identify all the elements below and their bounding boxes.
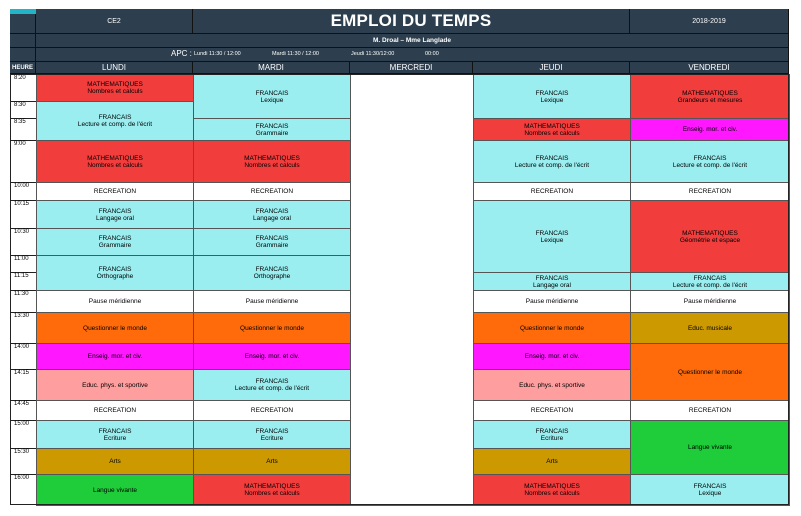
cell-text: Questionner le monde [678,368,742,376]
timetable-cell-vendredi [630,420,790,475]
timetable-cell-jeudi [473,290,631,313]
page-title: EMPLOI DU TEMPS [330,11,492,30]
timetable-cell-lundi [36,448,194,475]
cell-text: FRANCAIS [255,89,289,97]
cell-text: RECREATION [688,407,732,414]
cell-text: Lecture et comp. de l'écrit [234,385,310,392]
cell-text: FRANCAIS [535,229,569,237]
day-header-mercredi [350,62,473,74]
timetable-cell-lundi [36,101,194,141]
cell-text: FRANCAIS [255,207,289,215]
cell-text: RECREATION [93,407,137,414]
cell-text: Ecriture [260,434,284,442]
timetable-cell-vendredi [630,290,790,313]
timetable-cell-jeudi [473,369,631,401]
cell-text: FRANCAIS [98,235,132,242]
timetable-cell-mardi [193,182,351,201]
cell-text: Orthographe [253,273,291,280]
cell-text: FRANCAIS [98,207,132,215]
timetable-cell-mercredi [350,74,474,506]
timetable-cell-lundi [36,474,194,506]
cell-text: Nombres et calculs [244,161,300,169]
class-label: CE2 [107,17,121,25]
time-label: 8:35 [14,119,26,125]
timetable-cell-vendredi [630,118,790,141]
cell-text: MATHEMATIQUES [682,89,738,97]
cell-text: Lecture et comp. de l'écrit [77,121,153,128]
timetable-cell-mardi [193,200,351,229]
cell-text: Nombres et calculs [87,161,143,169]
apc-label: APC : [171,49,192,58]
timetable-cell-mardi [193,343,351,370]
cell-text: Lexique [540,96,564,104]
time-label: 8:30 [14,102,26,108]
apc-row [36,48,789,62]
timetable-cell-jeudi [473,420,631,449]
timetable-cell-lundi [36,140,194,183]
cell-text: Grammaire [255,242,289,249]
day-header-mardi [193,62,350,74]
timetable-cell-vendredi [630,140,790,183]
timetable-cell-vendredi [630,182,790,201]
cell-text: Lecture et comp. de l'écrit [514,161,590,169]
timetable-cell-vendredi [630,474,790,506]
timetable-cell-lundi [36,343,194,370]
timetable-cell-jeudi [473,140,631,183]
timetable-cell-lundi [36,74,194,102]
timetable-cell-vendredi [630,400,790,421]
time-label: 13:30 [14,313,30,319]
cell-text: MATHEMATIQUES [87,81,143,88]
cell-text: FRANCAIS [535,154,569,162]
cell-text: Langage oral [253,214,291,222]
timetable-cell-mardi [193,118,351,141]
heure-label: HEURE [11,64,33,71]
cell-text: Nombres et calculs [244,490,300,497]
apc-mardi: Mardi 11:30 / 12:00 [272,51,319,57]
timetable-cell-vendredi [630,272,790,291]
timetable-cell-mardi [193,140,351,183]
day-label: MARDI [258,63,284,72]
blank-header-cell [10,34,36,48]
teachers-cell [36,34,789,48]
cell-text: Ecriture [103,434,127,442]
cell-text: Lecture et comp. de l'écrit [672,281,748,289]
timetable-cell-mardi [193,228,351,256]
timetable-cell-lundi [36,400,194,421]
cell-text: MATHEMATIQUES [87,154,143,162]
time-label: 15:30 [14,449,30,455]
timetable-cell-lundi [36,200,194,229]
apc-lundi: Lundi 11:30 / 12:00 [194,51,241,57]
time-label: 14:45 [14,401,30,407]
time-label: 9:00 [14,141,26,147]
cell-text: Educ. musicale [687,324,733,332]
timetable-cell-vendredi [630,200,790,273]
cell-text: Arts [546,458,558,465]
cell-text: FRANCAIS [98,427,132,435]
cell-text: Nombres et calculs [524,490,580,497]
day-header-lundi [36,62,193,74]
timetable-cell-mardi [193,400,351,421]
cell-text: FRANCAIS [693,274,727,282]
cell-text: FRANCAIS [535,89,569,97]
cell-text: Grandeurs et mesures [677,96,743,104]
cell-text: RECREATION [250,188,294,195]
apc-extra: 00:00 [425,51,439,57]
timetable-cell-jeudi [473,474,631,506]
cell-text: RECREATION [250,407,294,414]
cell-text: FRANCAIS [98,114,132,121]
class-cell [36,9,193,34]
cell-text: Arts [266,458,278,465]
timetable-cell-lundi [36,182,194,201]
blank-header-cell-2 [10,48,36,62]
time-label: 15:00 [14,421,30,427]
time-label: 10:30 [14,229,30,235]
teachers-label: M. Droal – Mme Langlade [372,37,452,44]
time-label: 8:20 [14,75,26,81]
cell-text: Orthographe [96,273,134,280]
cell-text: RECREATION [688,188,732,195]
cell-text: Educ. phys. et sportive [519,381,585,389]
cell-text: Educ. phys. et sportive [82,381,148,389]
timetable-cell-jeudi [473,272,631,291]
timetable-cell-mardi [193,74,351,119]
cell-text: Lexique [698,490,722,497]
cell-text: Pause méridienne [683,298,737,305]
time-label: 10:15 [14,201,30,207]
cell-text: Lexique [540,236,564,244]
cell-text: Arts [109,458,121,465]
timetable-cell-mardi [193,420,351,449]
cell-text: Pause méridienne [88,298,142,305]
timetable-cell-lundi [36,290,194,313]
time-label: 11:00 [14,256,29,262]
timetable-cell-jeudi [473,200,631,273]
cell-text: MATHEMATIQUES [244,483,300,490]
cell-text: Langue vivante [92,486,138,494]
timetable-cell-lundi [36,228,194,256]
cell-text: Lexique [260,96,284,104]
timetable-cell-mardi [193,255,351,291]
timetable-cell-mardi [193,369,351,401]
timetable-cell-jeudi [473,400,631,421]
cell-text: Grammaire [98,242,132,249]
year-cell [630,9,789,34]
timetable-cell-lundi [36,369,194,401]
cell-text: MATHEMATIQUES [682,229,738,237]
day-label: JEUDI [539,63,563,72]
cell-text: RECREATION [530,188,574,195]
day-label: LUNDI [101,63,126,72]
heure-header [10,62,36,74]
cell-text: FRANCAIS [255,378,289,385]
time-label: 14:15 [14,370,30,376]
timetable-cell-vendredi [630,74,790,119]
timetable-cell-lundi [36,312,194,344]
timetable-cell-jeudi [473,74,631,119]
timetable-cell-mardi [193,474,351,506]
day-header-vendredi [630,62,789,74]
cell-text: FRANCAIS [255,266,289,273]
day-label: VENDREDI [688,63,730,72]
cell-text: Questionner le monde [240,324,304,332]
timetable-cell-vendredi [630,343,790,401]
timetable-cell-mardi [193,312,351,344]
cell-text: FRANCAIS [693,483,727,490]
cell-text: FRANCAIS [535,274,569,282]
cell-text: RECREATION [93,188,137,195]
day-label: MERCREDI [389,63,433,72]
timetable-cell-jeudi [473,118,631,141]
cell-text: RECREATION [530,407,574,414]
cell-text: MATHEMATIQUES [244,154,300,162]
cell-text: Enseig. mor. et civ. [524,353,580,360]
cell-text: Questionner le monde [83,324,147,332]
time-label: 16:00 [14,475,30,481]
timetable-cell-jeudi [473,448,631,475]
cell-text: Langue vivante [687,444,733,451]
timetable-cell-lundi [36,255,194,291]
time-label: 10:00 [14,183,30,189]
school-year: 2018-2019 [692,17,726,25]
day-header-jeudi [473,62,630,74]
cell-text: MATHEMATIQUES [524,122,580,130]
timetable-cell-mardi [193,290,351,313]
cell-text: Nombres et calculs [87,88,143,95]
cell-text: Enseig. mor. et civ. [87,353,143,360]
cell-text: MATHEMATIQUES [524,483,580,490]
cell-text: FRANCAIS [255,235,289,242]
cell-text: Grammaire [255,129,289,137]
apc-jeudi: Jeudi 11:30/12:00 [351,51,395,57]
cell-text: Langage oral [96,214,134,222]
timetable-cell-jeudi [473,343,631,370]
timetable-cell-vendredi [630,312,790,344]
cell-text: Pause méridienne [525,298,579,305]
timetable-cell-mardi [193,448,351,475]
cell-text: Questionner le monde [520,324,584,332]
cell-text: Enseig. mor. et civ. [244,353,300,360]
cell-text: Lecture et comp. de l'écrit [672,161,748,169]
time-column [10,74,36,505]
cell-text: Pause méridienne [245,298,299,305]
cell-text: Nombres et calculs [524,129,580,137]
title-cell [193,9,630,34]
time-label: 11:30 [14,291,29,297]
timetable-cell-jeudi [473,182,631,201]
timetable-cell-jeudi [473,312,631,344]
cell-text: Géométrie et espace [679,236,741,244]
cell-text: FRANCAIS [693,154,727,162]
cell-text: FRANCAIS [255,427,289,435]
cell-text: FRANCAIS [255,122,289,130]
corner-header-cell [10,14,36,34]
cell-text: Langage oral [533,281,571,289]
timetable-cell-lundi [36,420,194,449]
cell-text: FRANCAIS [98,266,132,273]
time-label: 14:00 [14,344,30,350]
cell-text: FRANCAIS [535,427,569,435]
cell-text: Ecriture [540,434,564,442]
cell-text: Enseig. mor. et civ. [682,126,738,133]
time-label: 11:15 [14,273,29,279]
